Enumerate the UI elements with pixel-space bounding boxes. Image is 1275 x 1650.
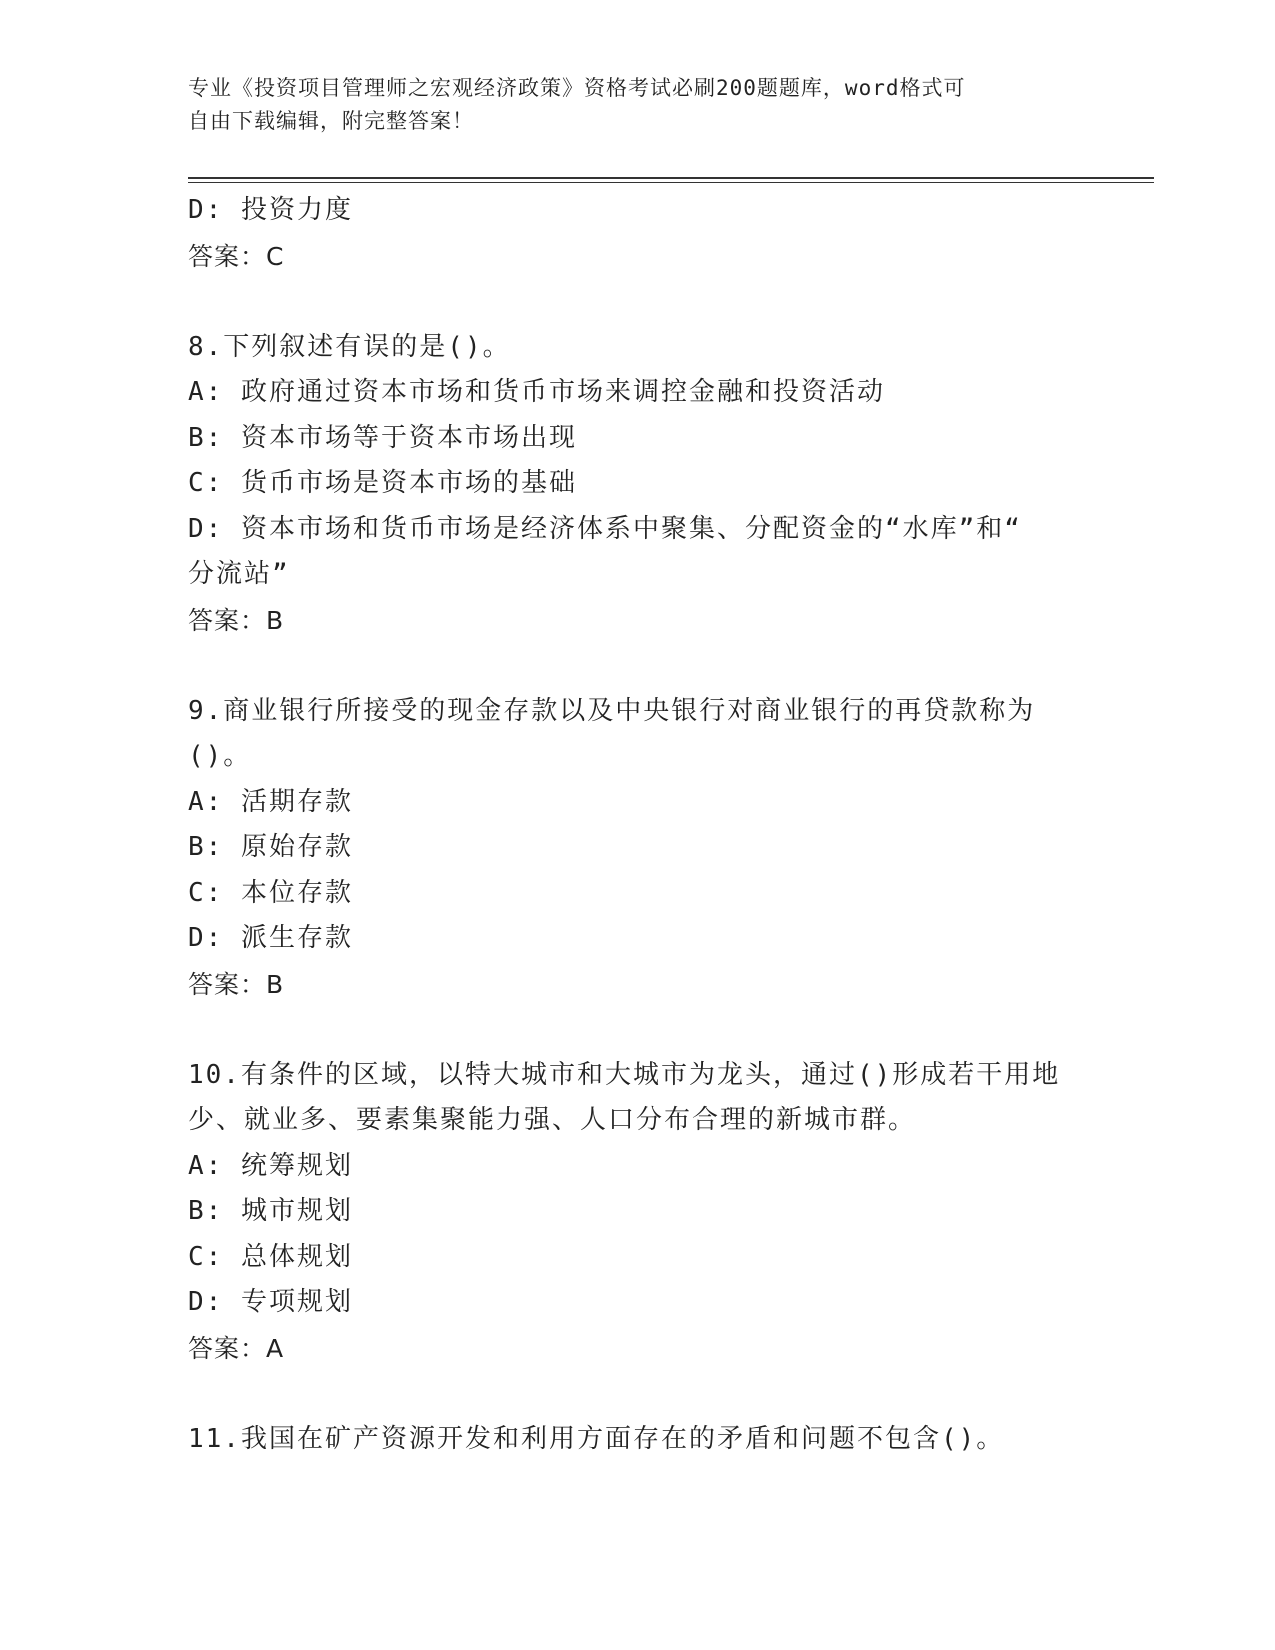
header-line-1: 专业《投资项目管理师之宏观经济政策》资格考试必刷200题题库，word格式可: [188, 76, 966, 100]
question-stem-continued: 少、就业多、要素集聚能力强、人口分布合理的新城市群。: [188, 1105, 917, 1135]
option-d: D: 资本市场和货币市场是经济体系中聚集、分配资金的“水库”和“: [188, 513, 1022, 544]
spacer: [188, 279, 1088, 325]
document-header: [188, 72, 1088, 138]
header-line-2: 自由下载编辑，附完整答案！: [188, 109, 474, 133]
answer-line: 答案：C: [188, 241, 285, 271]
spacer: [188, 643, 1088, 689]
option-d: D: 投资力度: [188, 195, 353, 225]
answer-line: 答案：B: [188, 969, 285, 999]
answer-line: 答案：B: [188, 605, 285, 635]
option-d: D: 派生存款: [188, 923, 353, 953]
question-content: [188, 188, 1088, 1462]
option-a: A: 活期存款: [188, 786, 353, 817]
question-8: [188, 325, 1088, 644]
question-stem: 11.我国在矿产资源开发和利用方面存在的矛盾和问题不包含()。: [188, 1423, 1005, 1454]
option-a: A: 政府通过资本市场和货币市场来调控金融和投资活动: [188, 377, 885, 407]
spacer: [188, 1371, 1088, 1417]
option-c: C: 总体规划: [188, 1241, 353, 1272]
option-c: C: 货币市场是资本市场的基础: [188, 468, 577, 498]
option-d: D: 专项规划: [188, 1287, 353, 1317]
option-d-continued: 分流站”: [188, 559, 290, 589]
header-divider-thin: [188, 182, 1154, 183]
previous-question-tail: [188, 188, 1088, 279]
option-b: B: 资本市场等于资本市场出现: [188, 422, 577, 453]
question-stem: 9.商业银行所接受的现金存款以及中央银行对商业银行的再贷款称为: [188, 695, 1036, 726]
option-b: B: 城市规划: [188, 1196, 353, 1226]
question-10: [188, 1053, 1088, 1372]
spacer: [188, 1007, 1088, 1053]
question-stem: 8.下列叙述有误的是()。: [188, 331, 511, 362]
option-a: A: 统筹规划: [188, 1150, 353, 1181]
answer-line: 答案：A: [188, 1333, 285, 1363]
header-divider-thick: [188, 177, 1154, 179]
question-stem: 10.有条件的区域，以特大城市和大城市为龙头，通过()形成若干用地: [188, 1059, 1061, 1090]
question-11: [188, 1417, 1088, 1463]
question-9: [188, 689, 1088, 1008]
option-b: B: 原始存款: [188, 832, 353, 862]
question-stem-continued: ()。: [188, 741, 252, 771]
option-c: C: 本位存款: [188, 877, 353, 908]
